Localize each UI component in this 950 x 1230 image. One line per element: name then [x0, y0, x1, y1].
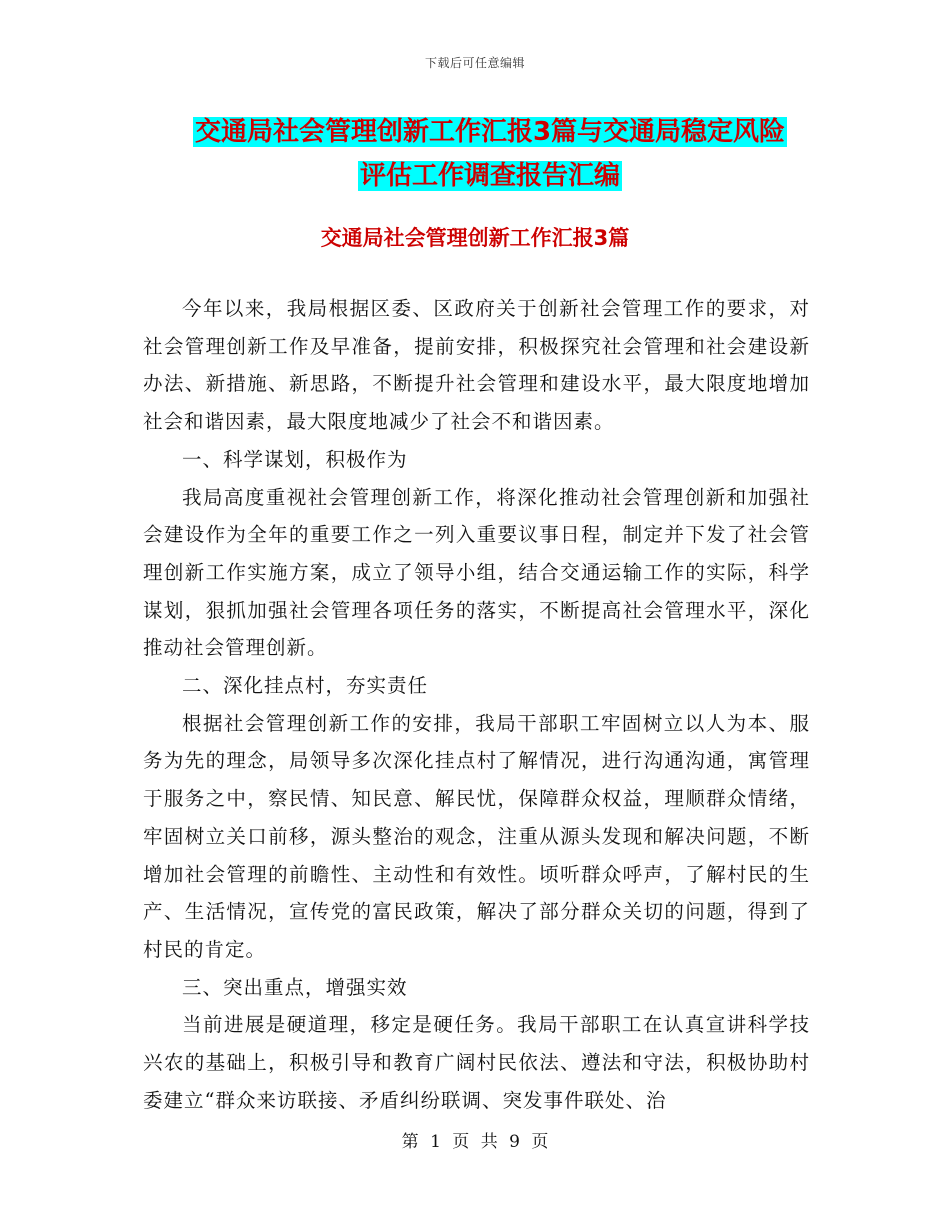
document-title-line-1: 交通局社会管理创新工作汇报3篇与交通局稳定风险	[194, 117, 786, 147]
section-title: 交通局社会管理创新工作汇报3篇	[320, 226, 630, 250]
document-body	[143, 290, 810, 1119]
paragraph-intro: 今年以来，我局根据区委、区政府关于创新社会管理工作的要求，对社会管理创新工作及早准备，提前安排，积极探究社会管理和社会建设新办法、新措施、新思路，不断提升社会管理和建设水平，最大限度地增加社会和谐因素，最大限度地减少了社会不和谐因素。	[143, 297, 810, 434]
paragraph-3: 当前进展是硬道理，移定是硬任务。我局干部职工在认真宣讲科学技兴农的基础上，积极引导和教育广阔村民依法、遵法和守法，积极协助村委建立“群众来访联接、矛盾纠纷联调、突发事件联处、治	[143, 1013, 810, 1112]
paragraph-2: 根据社会管理创新工作的安排，我局干部职工牢固树立以人为本、服务为先的理念，局领导多次深化挂点村了解情况，进行沟通沟通，寓管理于服务之中，察民情、知民意、解民忧，保障群众权益，理顺群众情绪，牢固树立关口前移，源头整治的观念，注重从源头发现和解决问题，不断增加社会管理的前瞻性、主动性和有效性。顷听群众呼声，了解村民的生产、生活情况，宣传党的富民政策，解决了部分群众关切的问题，得到了村民的肯定。	[143, 711, 810, 961]
heading-3: 三、突出重点，增强实效	[182, 975, 408, 999]
document-title	[140, 110, 840, 198]
page-number-footer: 第 1 页 共 9 页	[401, 1132, 549, 1152]
header-note: 下载后可任意编辑	[424, 56, 525, 70]
heading-1: 一、科学谋划，积极作为	[182, 447, 408, 471]
heading-2: 二、深化挂点村，夯实责任	[182, 674, 429, 698]
document-title-line-2: 评估工作调查报告汇编	[359, 161, 620, 191]
paragraph-1: 我局高度重视社会管理创新工作，将深化推动社会管理创新和加强社会建设作为全年的重要工作之一列入重要议事日程，制定并下发了社会管理创新工作实施方案，成立了领导小组，结合交通运输工作的实际，科学谋划，狠抓加强社会管理各项任务的落实，不断提高社会管理水平，深化推动社会管理创新。	[143, 485, 810, 660]
